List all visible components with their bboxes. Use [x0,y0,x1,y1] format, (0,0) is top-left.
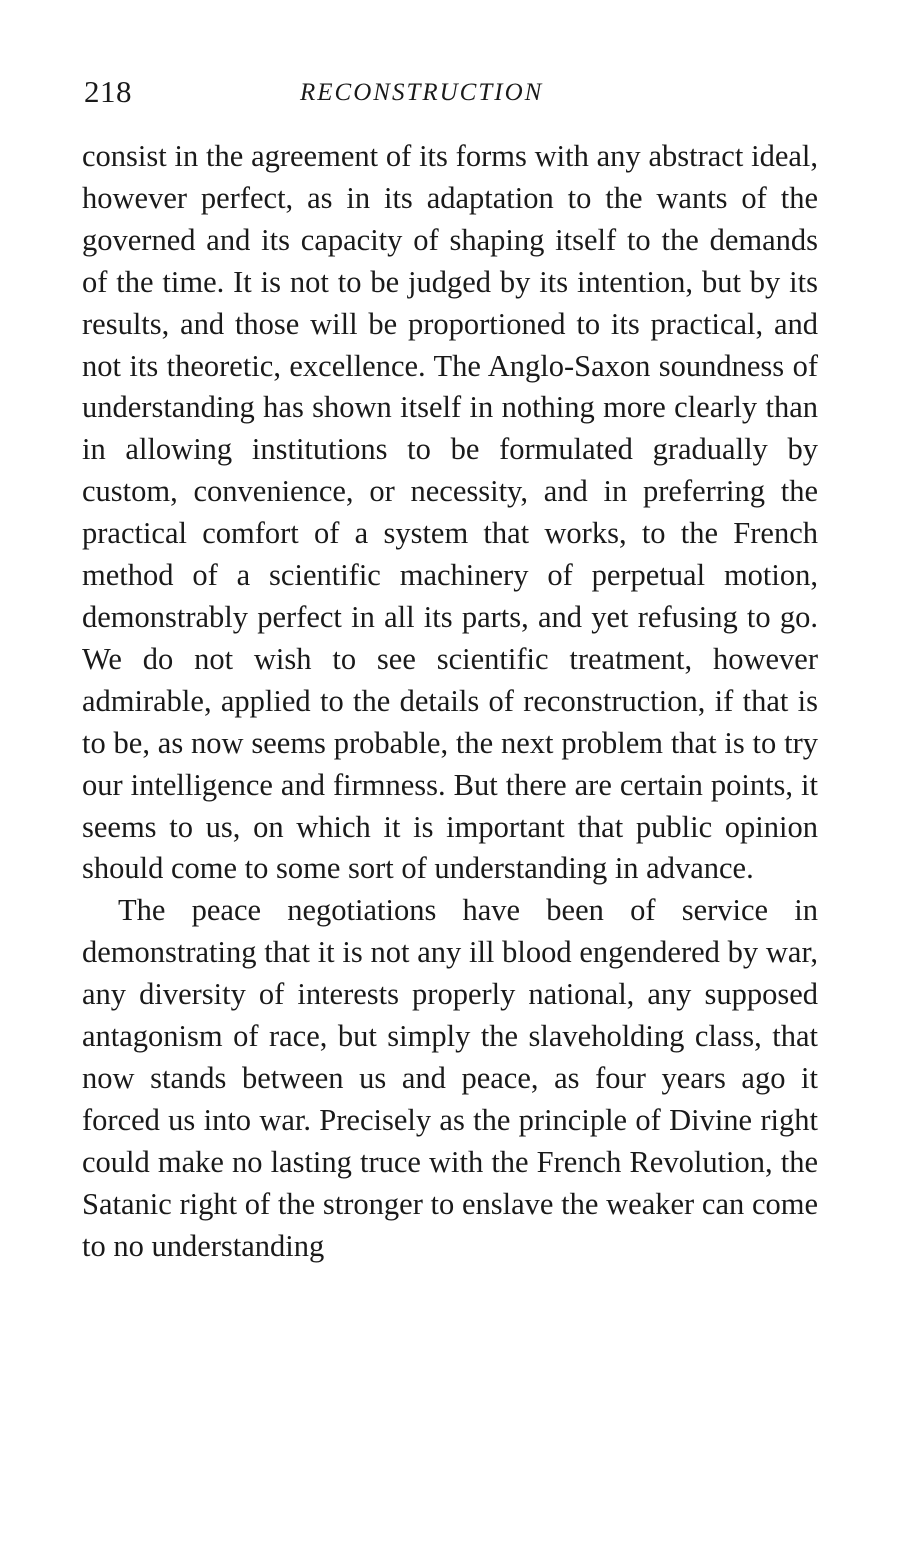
body-text [82,136,818,1267]
paragraph-2: The peace negotiations have been of service in demonstrating that it is not any ill blood engendered by war, any diversity of interests properly national, any supposed antagonism of race, but simply the slaveholding class, that now stands between us and peace, as four years ago it forced us into war. Precisely as the principle of Divine right could make no lasting truce with the French Revolution, the Satanic right of the stronger to enslave the weaker can come to no understanding [82,893,818,1263]
page-header [84,74,824,118]
running-head: RECONSTRUCTION [300,79,544,106]
paragraph-1: consist in the agreement of its forms with any abstract ideal, however perfect, as in its adaptation to the wants of the governed and its capacity of shaping itself to the demands of the time. It is not to be judged by its intention, but by its results, and those will be proportioned to its practical, and not its theoretic, excellence. The Anglo-Saxon soundness of understanding has shown itself in nothing more clearly than in allowing institutions to be formulated gradually by custom, convenience, or necessity, and in preferring the practical comfort of a system that works, to the French method of a scientific machinery of perpetual motion, demonstrably perfect in all its parts, and yet refusing to go. We do not wish to see scientific treatment, however admirable, applied to the details of reconstruction, if that is to be, as now seems probable, the next problem that is to try our intelligence and firmness. But there are certain points, it seems to us, on which it is important that public opinion should come to some sort of understanding in advance. [82,139,818,886]
page-number: 218 [84,74,132,109]
